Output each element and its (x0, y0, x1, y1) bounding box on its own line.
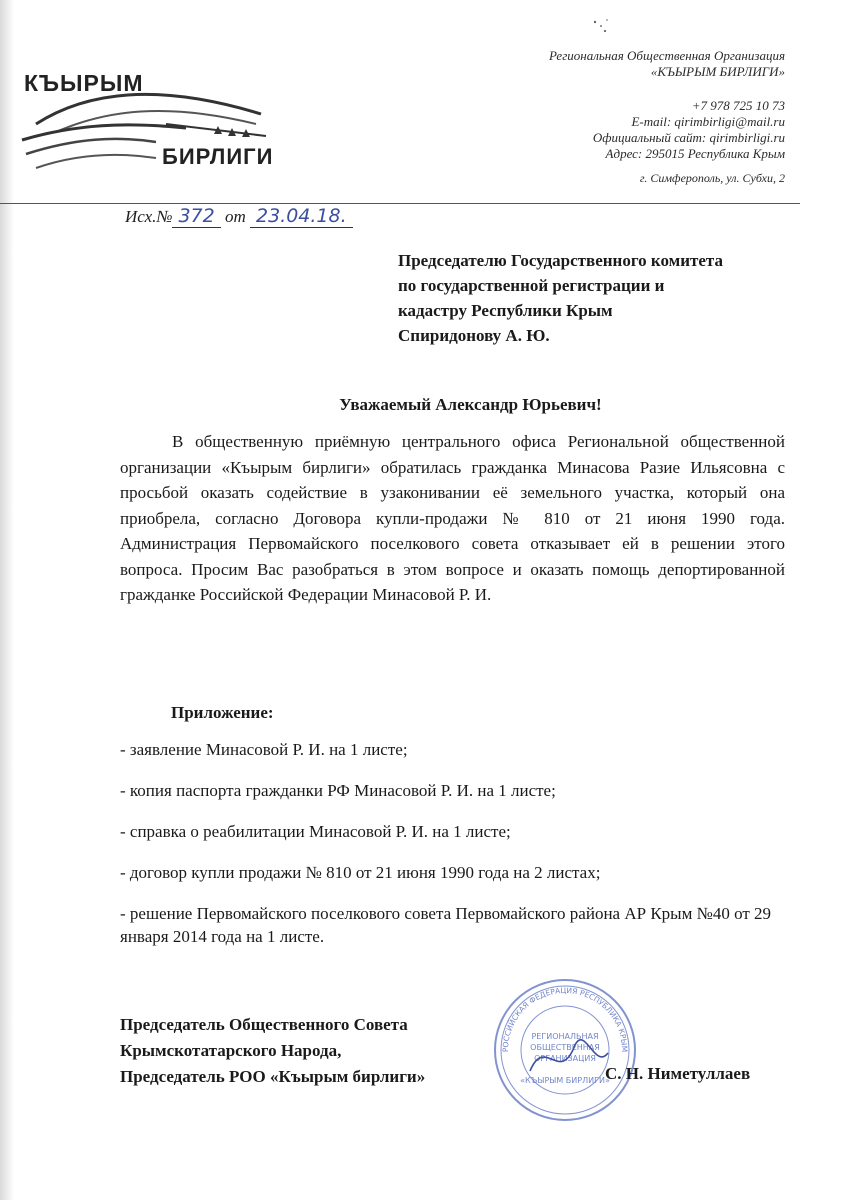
annex-item: - копия паспорта гражданки РФ Минасовой Р. И. на 1 листе; (120, 781, 556, 800)
addressee-line1: Председателю Государственного комитета (398, 251, 723, 270)
stamp-ring-text: РОССИЙСКАЯ ФЕДЕРАЦИЯ РЕСПУБЛИКА КРЫМ (500, 985, 630, 1053)
organization-site: Официальный сайт: qirimbirligi.ru (592, 130, 785, 145)
addressee-line2: по государственной регистрации и (398, 276, 665, 295)
greeting: Уважаемый Александр Юрьевич! (339, 395, 602, 414)
organization-contacts (549, 98, 785, 186)
addressee-line3: кадастру Республики Крым (398, 301, 613, 320)
organization-phone: +7 978 725 10 73 (691, 98, 785, 113)
annex-item: - решение Первомайского поселкового совета Первомайского района АР Крым №40 от 29 января 2014 года на 1 листе. (120, 904, 772, 946)
addressee-line4: Спиридонову А. Ю. (398, 326, 550, 345)
scan-edge-shadow (0, 0, 14, 1200)
official-stamp (490, 975, 640, 1125)
stamp-center-line3: ОРГАНИЗАЦИЯ (534, 1054, 596, 1063)
organization-name-line2: «КЪЫРЫМ БИРЛИГИ» (650, 64, 785, 79)
organization-name-line1: Региональная Общественная Организация (548, 48, 785, 63)
reference-date-prefix: от (224, 207, 246, 226)
reference-prefix: Исх.№ (125, 207, 173, 226)
annex-title: Приложение: (171, 703, 274, 722)
annex-item: - заявление Минасовой Р. И. на 1 листе; (120, 740, 408, 759)
signature-line3: Председатель РОО «Къырым бирлиги» (120, 1067, 426, 1086)
signer-name: С. Н. Ниметуллаев (605, 1064, 751, 1083)
organization-name (549, 48, 785, 80)
scan-specks (585, 14, 625, 44)
signature-block (120, 1012, 425, 1090)
addressee-block (398, 248, 723, 348)
organization-header (549, 48, 785, 186)
organization-email: E-mail: qirimbirligi@mail.ru (631, 114, 785, 129)
organization-city: г. Симферополь, ул. Субхи, 2 (639, 171, 785, 185)
header-divider (0, 203, 800, 204)
annex-item: - справка о реабилитации Минасовой Р. И. на 1 листе; (120, 822, 511, 841)
outgoing-reference (125, 205, 353, 228)
organization-address: Адрес: 295015 Республика Крым (605, 146, 785, 161)
letter-body: В общественную приёмную центрального офиса Региональной общественной организации «Къырым бирлиги» обратилась гражданка Минасова Разие Ильясовна с просьбой оказать содействие в узаконивании её земельного участка, который она приобрела, согласно Договора купли-продажи № 810 от 21 июня 1990 года. Администрация Первомайского поселкового совета отказывает ей в решении этого вопроса. Просим Вас разобраться в этом вопросе и оказать помощь депортированной гражданке Российской Федерации Минасовой Р. И. (120, 432, 785, 604)
stamp-center-line2: ОБЩЕСТВЕННАЯ (530, 1043, 600, 1052)
annex-item: - договор купли продажи № 810 от 21 июня 1990 года на 2 листах; (120, 863, 601, 882)
stamp-center-line1: РЕГИОНАЛЬНАЯ (531, 1032, 599, 1041)
reference-date: 23.04.18. (250, 205, 353, 228)
organization-logo (16, 62, 286, 182)
stamp-bottom-text: «КЪЫРЫМ БИРЛИГИ» (520, 1076, 610, 1085)
signature-line2: Крымскотатарского Народа, (120, 1041, 342, 1060)
reference-number: 372 (172, 205, 220, 228)
logo-text-top: КЪЫРЫМ (24, 70, 144, 96)
logo-text-bottom: БИРЛИГИ (162, 144, 274, 169)
annex-list (120, 738, 785, 966)
signature-line1: Председатель Общественного Совета (120, 1015, 408, 1034)
